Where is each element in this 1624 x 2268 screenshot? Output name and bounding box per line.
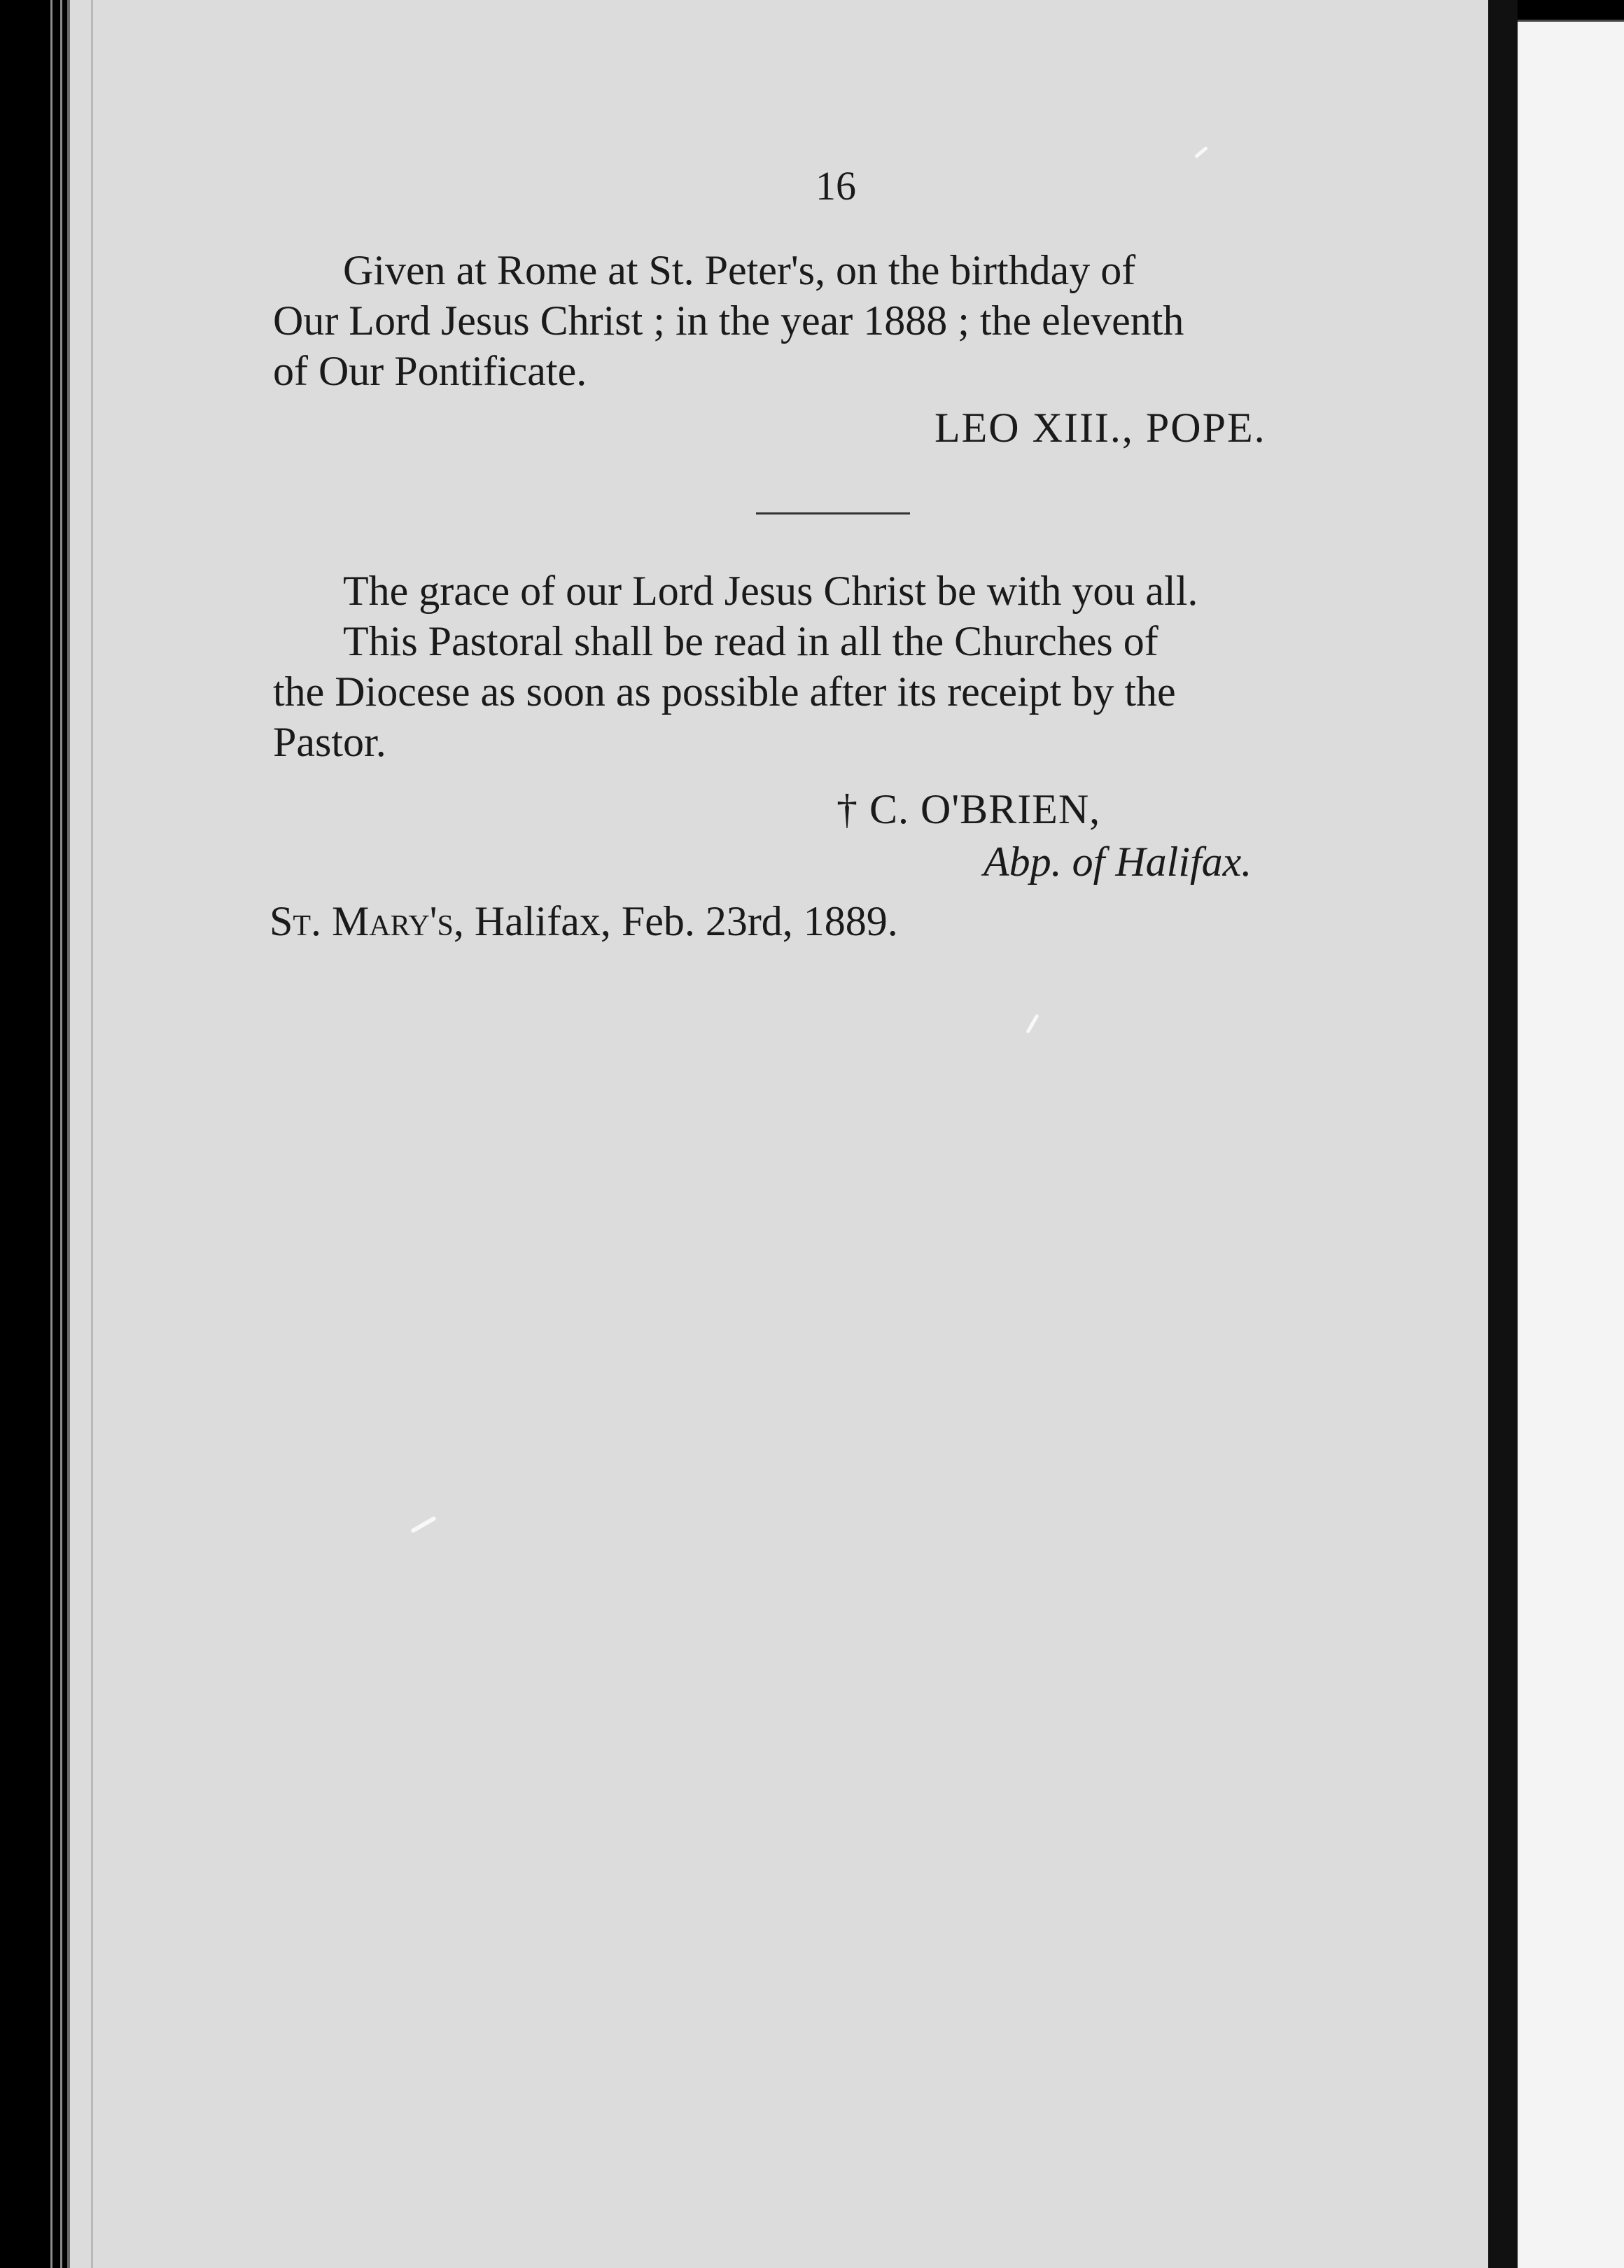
archbishop-signature: † C. O'BRIEN, bbox=[836, 786, 1101, 832]
given-at-line: Given at Rome at St. Peter's, on the birthday of bbox=[343, 247, 1136, 293]
dateline-place: St. Mary's, bbox=[270, 898, 464, 944]
archbishop-title: Abp. of Halifax. bbox=[983, 839, 1252, 885]
page-edge-line bbox=[91, 0, 93, 2268]
given-at-line: Our Lord Jesus Christ ; in the year 1888 ; the eleventh bbox=[273, 298, 1184, 344]
closing-line: the Diocese as soon as possible after its receipt by the bbox=[273, 668, 1176, 715]
page-edge-line bbox=[50, 0, 52, 2268]
adjacent-page bbox=[1518, 20, 1624, 2268]
pope-signature: LEO XIII., POPE. bbox=[934, 405, 1266, 451]
closing-line: This Pastoral shall be read in all the Churches of bbox=[343, 618, 1158, 664]
given-at-paragraph bbox=[273, 245, 1400, 396]
closing-line: The grace of our Lord Jesus Christ be with you all. bbox=[343, 568, 1198, 614]
dateline bbox=[270, 896, 898, 946]
page-edge-line bbox=[60, 0, 62, 2268]
page-number: 16 bbox=[816, 163, 856, 209]
given-at-line: of Our Pontificate. bbox=[273, 348, 587, 394]
section-divider bbox=[756, 512, 910, 514]
closing-paragraph bbox=[273, 566, 1400, 767]
book-binding bbox=[1488, 0, 1518, 2268]
closing-line: Pastor. bbox=[273, 719, 386, 765]
dateline-rest: Halifax, Feb. 23rd, 1889. bbox=[463, 898, 898, 944]
